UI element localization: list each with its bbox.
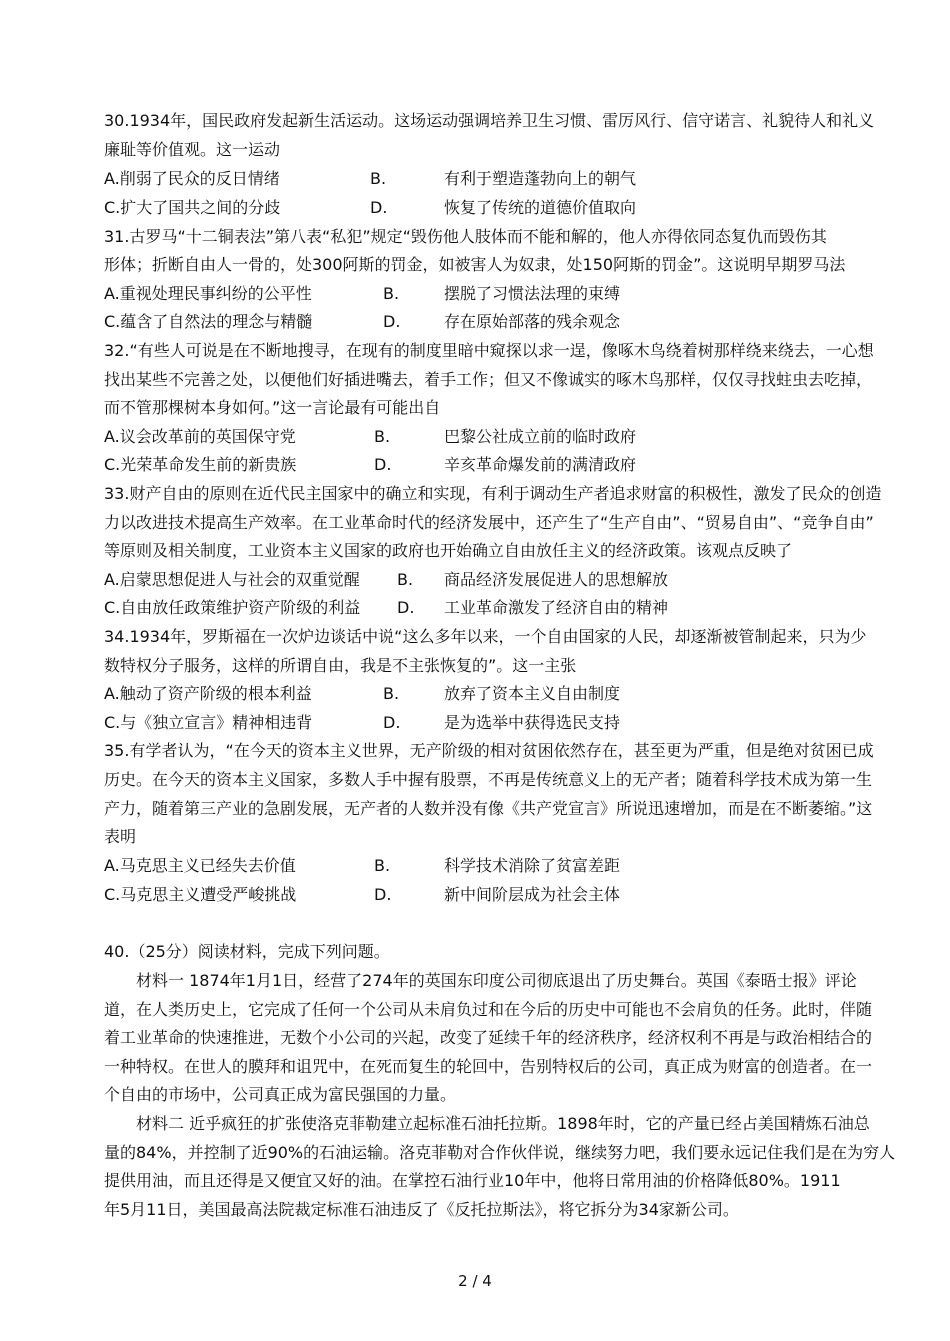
q33-option-a[interactable]: A.启蒙思想促进人与社会的双重觉醒 — [104, 570, 360, 589]
q32-option-a[interactable]: A.议会改革前的英国保守党 — [104, 427, 296, 446]
q40-material2-line-3: 提供用油，而且还得是又便宜又好的油。在掌控石油行业10年中，他将日常用油的价格降低80%。1911 — [104, 1171, 841, 1190]
q31-option-a[interactable]: A.重视处理民事纠纷的公平性 — [104, 284, 312, 303]
q40-material2-line-2: 量的84%，并控制了近90%的石油运输。洛克菲勒对合作伙伴说，继续努力吧，我们要永远记住我们是在为穷人 — [104, 1143, 896, 1162]
q32-option-d-text[interactable]: 辛亥革命爆发前的满清政府 — [444, 455, 637, 474]
q34-option-d-text[interactable]: 是为选举中获得选民支持 — [444, 713, 621, 732]
q40-material2-line-4: 年5月11日，美国最高法院裁定标准石油违反了《反托拉斯法》，将它拆分为34家新公司。 — [104, 1200, 739, 1219]
q30-stem-line-1: 30.1934年，国民政府发起新生活运动。这场运动强调培养卫生习惯、雷厉风行、信守诺言、礼貌待人和礼义 — [104, 111, 875, 130]
q40-material1-line-1: 材料一 1874年1月1日，经营了274年的英国东印度公司彻底退出了历史舞台。英国《泰晤士报》评论 — [136, 971, 857, 990]
q35-stem-line-3: 产力，随着第三产业的急剧发展，无产者的人数并没有像《共产党宣言》所说迅速增加，而是在不断萎缩。”这 — [104, 799, 873, 818]
q40-material1-line-3: 着工业革命的快速推进，无数个小公司的兴起，改变了延续千年的经济秩序，经济权利不再是与政治相结合的 — [104, 1028, 873, 1047]
q32-option-b-letter[interactable]: B. — [374, 427, 391, 446]
q34-option-b-letter[interactable]: B. — [383, 684, 400, 703]
q30-option-d-letter[interactable]: D. — [370, 198, 388, 217]
q40-material2-line-1: 材料二 近乎疯狂的扩张使洛克菲勒建立起标准石油托拉斯。1898年时，它的产量已经占美国精炼石油总 — [136, 1114, 870, 1133]
q33-stem-line-3: 等原则及相关制度，工业资本主义国家的政府也开始确立自由放任主义的经济政策。该观点反映了 — [104, 541, 793, 560]
q33-stem-line-2: 力以改进技术提高生产效率。在工业革命时代的经济发展中，还产生了“生产自由”、“贸易自由”、“竞争自由” — [104, 513, 874, 532]
q30-stem-line-2: 廉耻等价值观。这一运动 — [104, 140, 281, 159]
q35-option-d-text[interactable]: 新中间阶层成为社会主体 — [444, 885, 621, 904]
q31-option-c[interactable]: C.蕴含了自然法的理念与精髓 — [104, 312, 313, 331]
q30-option-c[interactable]: C.扩大了国共之间的分歧 — [104, 198, 281, 217]
q34-option-a[interactable]: A.触动了资产阶级的根本利益 — [104, 684, 312, 703]
q33-stem-line-1: 33.财产自由的原则在近代民主国家中的确立和实现，有利于调动生产者追求财富的积极性，激发了民众的创造 — [104, 484, 882, 503]
q32-stem-line-3: 而不管那棵树本身如何。”这一言论最有可能出自 — [104, 398, 441, 417]
q35-option-a[interactable]: A.马克思主义已经失去价值 — [104, 856, 296, 875]
q31-option-b-text[interactable]: 摆脱了习惯法法理的束缚 — [444, 284, 621, 303]
q31-stem-line-1: 31.古罗马“十二铜表法”第八表“私犯”规定“毁伤他人肢体而不能和解的，他人亦得依同态复仇而毁伤其 — [104, 227, 827, 246]
q40-material1-line-2: 道，在人类历史上，它完成了任何一个公司从未肩负过和在今后的历史中可能也不会肩负的任务。此时，伴随 — [104, 1000, 873, 1019]
q32-option-c[interactable]: C.光荣革命发生前的新贵族 — [104, 455, 297, 474]
q34-stem-line-1: 34.1934年，罗斯福在一次炉边谈话中说“这么多年以来，一个自由国家的人民，却逐渐被管制起来，只为少 — [104, 627, 867, 646]
q40-heading: 40.（25分）阅读材料，完成下列问题。 — [104, 942, 390, 961]
q31-option-d-letter[interactable]: D. — [383, 312, 401, 331]
q33-option-d-letter[interactable]: D. — [397, 598, 415, 617]
q30-option-a[interactable]: A.削弱了民众的反日情绪 — [104, 169, 280, 188]
q35-stem-line-2: 历史。在今天的资本主义国家，多数人手中握有股票，不再是传统意义上的无产者；随着科学技术成为第一生 — [104, 770, 873, 789]
q33-option-b-text[interactable]: 商品经济发展促进人的思想解放 — [444, 570, 669, 589]
q35-option-b-letter[interactable]: B. — [374, 856, 391, 875]
q35-stem-line-1: 35.有学者认为，“在今天的资本主义世界，无产阶级的相对贫困依然存在，甚至更为严重，但是绝对贫困已成 — [104, 741, 874, 760]
q33-option-d-text[interactable]: 工业革命激发了经济自由的精神 — [444, 598, 669, 617]
q34-option-b-text[interactable]: 放弃了资本主义自由制度 — [444, 684, 621, 703]
q33-option-c[interactable]: C.自由放任政策维护资产阶级的利益 — [104, 598, 361, 617]
page-number: 2 / 4 — [458, 1272, 492, 1290]
q32-stem-line-1: 32.“有些人可说是在不断地搜寻，在现有的制度里暗中窥探以求一逞，像啄木鸟绕着树那样绕来绕去，一心想 — [104, 341, 874, 360]
q33-option-b-letter[interactable]: B. — [397, 570, 414, 589]
q35-option-d-letter[interactable]: D. — [374, 885, 392, 904]
q32-option-b-text[interactable]: 巴黎公社成立前的临时政府 — [444, 427, 637, 446]
q30-option-b-text[interactable]: 有利于塑造蓬勃向上的朝气 — [444, 169, 637, 188]
q34-option-d-letter[interactable]: D. — [383, 713, 401, 732]
q32-stem-line-2: 找出某些不完善之处，以便他们好插进嘴去，着手工作；但又不像诚实的啄木鸟那样，仅仅寻找蛀虫去吃掉， — [104, 370, 873, 389]
q35-option-c[interactable]: C.马克思主义遭受严峻挑战 — [104, 885, 297, 904]
q35-stem-line-4: 表明 — [104, 827, 137, 846]
q31-option-b-letter[interactable]: B. — [383, 284, 400, 303]
q31-stem-line-2: 形体；折断自由人一骨的，处300阿斯的罚金，如被害人为奴隶，处150阿斯的罚金”。这说明早期罗马法 — [104, 255, 846, 274]
q32-option-d-letter[interactable]: D. — [374, 455, 392, 474]
q31-option-d-text[interactable]: 存在原始部落的残余观念 — [444, 312, 621, 331]
q40-material1-line-5: 个自由的市场中，公司真正成为富民强国的力量。 — [104, 1085, 457, 1104]
q30-option-b-letter[interactable]: B. — [370, 169, 387, 188]
q34-option-c[interactable]: C.与《独立宣言》精神相违背 — [104, 713, 313, 732]
q40-material1-line-4: 一种特权。在世人的膜拜和诅咒中，在死而复生的轮回中，告别特权后的公司，真正成为财富的创造者。在一 — [104, 1057, 873, 1076]
q34-stem-line-2: 数特权分子服务，这样的所谓自由，我是不主张恢复的”。这一主张 — [104, 656, 577, 675]
q30-option-d-text[interactable]: 恢复了传统的道德价值取向 — [444, 198, 637, 217]
q35-option-b-text[interactable]: 科学技术消除了贫富差距 — [444, 856, 621, 875]
